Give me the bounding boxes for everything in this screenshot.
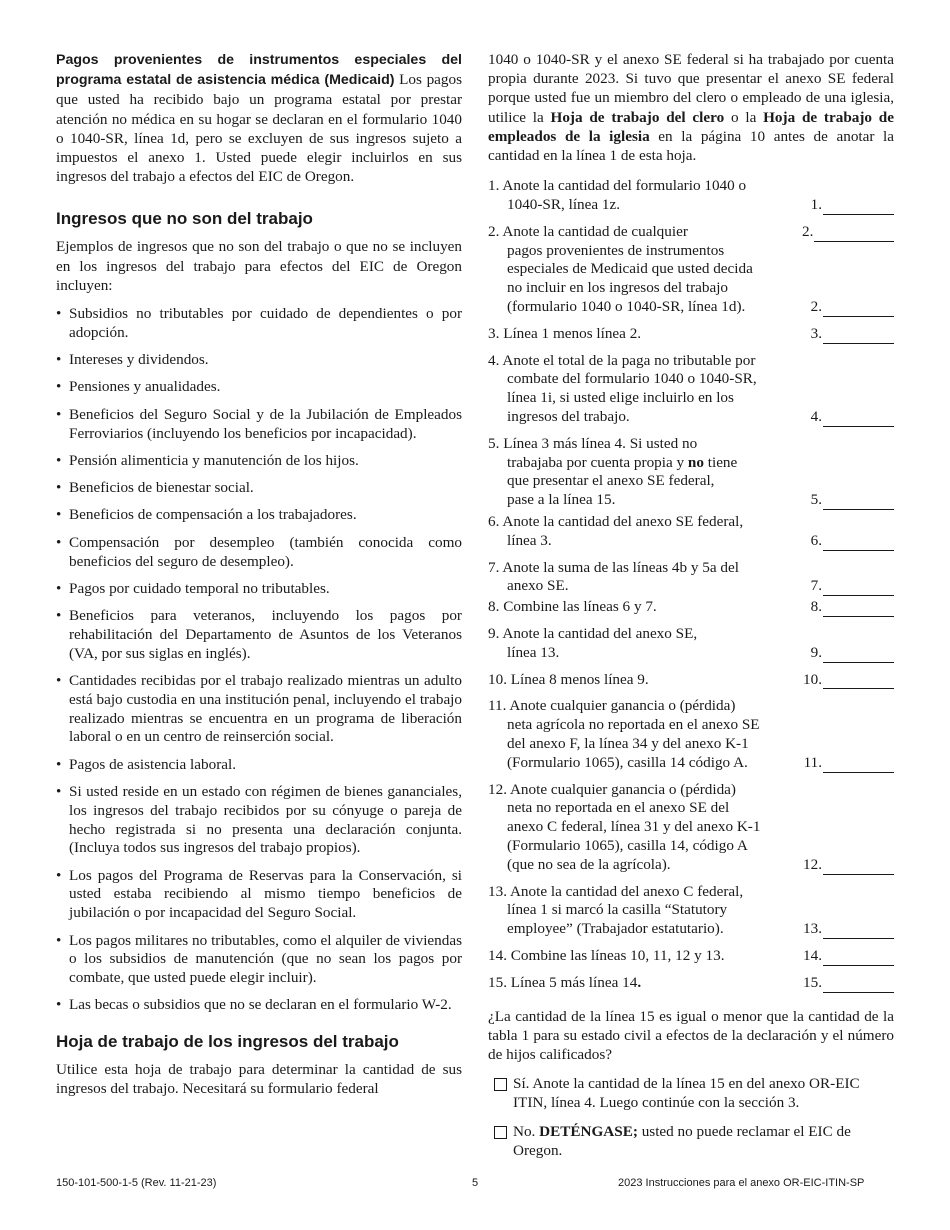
eligibility-question: ¿La cantidad de la línea 15 es igual o menor que la cantidad de la tabla 1 para su estado civil a efectos de la declaración y el número de hijos calificados?	[488, 1007, 894, 1063]
instructions-text-a: 1040 o 1040-SR y el anexo SE federal si ha trabajado por cuenta propia durante 2023. Si tuvo que presentar el anexo SE federal porque usted fue un miembro del clero o empleado de una iglesia, utilice la	[488, 51, 894, 126]
worksheet-amount-field[interactable]: 11.	[802, 754, 894, 773]
list-item: • Beneficios del Seguro Social y de la Jubilación de Empleados Ferroviarios (incluyendo los beneficios por incapacidad).	[56, 406, 462, 444]
worksheet-line-text: 10. Línea 8 menos línea 9.	[488, 670, 649, 688]
worksheet-line-3	[488, 325, 894, 344]
church-worksheet-ref: Hoja de trabajo de empleados de la iglesia	[488, 108, 894, 145]
worksheet-intro: Utilice esta hoja de trabajo para determinar la cantidad de sus ingresos del trabajo. Necesitará su formulario federal	[56, 1061, 462, 1098]
unearned-income-heading: Ingresos que no son del trabajo	[56, 209, 313, 229]
list-item: • Si usted reside en un estado con régimen de bienes gananciales, los ingresos del trabajo recibidos por su cónyuge o pareja de hecho registrada si no presenta una declaración conjunta. (Incluya todos sus ingresos del trabajo propios).	[56, 783, 462, 858]
worksheet-line-11	[488, 697, 894, 772]
instructions-text-c: o la	[724, 108, 764, 126]
clergy-worksheet-ref: Hoja de trabajo del clero	[550, 108, 725, 126]
worksheet-amount-field[interactable]: 12.	[802, 856, 894, 875]
worksheet-line-text: 8. Combine las líneas 6 y 7.	[488, 598, 657, 616]
medicaid-paragraph	[56, 50, 462, 186]
medicaid-text: Los pagos que usted ha recibido bajo un programa estatal por prestar atención no médica en su hogar se declaran en el formulario 1040 o 1040-SR, línea 1d, pero se excluyen de sus ingresos sujeto a impuestos el anexo 1. Usted puede elegir incluirlos en sus ingresos del trabajo a efectos del EIC de Oregon.	[56, 71, 462, 186]
worksheet-amount-field[interactable]: 6.	[802, 532, 894, 551]
list-item: • Cantidades recibidas por el trabajo realizado mientras un adulto está bajo custodia en una institución penal, incluyendo el trabajo realizado mientras se encuentra en un programa de liberación laboral o en un centro de reinserción social.	[56, 672, 462, 747]
worksheet-line-14	[488, 947, 894, 966]
worksheet-line-text: 13. Anote la cantidad del anexo C federal, línea 1 si marcó la casilla “Statutory employee” (Trabajador estatutario).	[488, 882, 744, 938]
instructions-text-d: en la página 10 antes de anotar la cantidad en la línea 1 de esta hoja.	[488, 127, 894, 165]
worksheet-line-text: 12. Anote cualquier ganancia o (pérdida) neta no reportada en el anexo SE del anexo C federal, línea 31 y del anexo K-1 (Formulario 1065), casilla 14, código A (que no sea de la agrícola).	[488, 780, 761, 873]
list-item: • Las becas o subsidios que no se declaran en el formulario W-2.	[56, 996, 462, 1015]
medicaid-heading: Pagos provenientes de instrumentos especiales del programa estatal de asistencia médica (Medicaid)	[56, 52, 462, 89]
worksheet-line-text: 4. Anote el total de la paga no tributable por combate del formulario 1040 o 1040-SR, línea 1i, si usted elige incluirlo en los ingresos del trabajo.	[488, 351, 757, 425]
worksheet-line-4	[488, 352, 894, 427]
list-item: • Pensiones y anualidades.	[56, 378, 462, 397]
worksheet-instructions	[488, 50, 894, 165]
worksheet-amount-field[interactable]: 9.	[802, 644, 894, 663]
list-item: • Pagos por cuidado temporal no tributables.	[56, 580, 462, 599]
worksheet-line-text: 5. Línea 3 más línea 4. Si usted no trabajaba por cuenta propia y no tiene que presentar el anexo SE federal, pase a la línea 15.	[488, 434, 738, 509]
yes-label: Sí. Anote la cantidad de la línea 15 en del anexo OR-EIC ITIN, línea 4. Luego continúe con la sección 3.	[513, 1075, 860, 1112]
worksheet-line-text: 7. Anote la suma de las líneas 4b y 5a del anexo SE.	[488, 558, 739, 595]
worksheet-line-10	[488, 671, 894, 690]
worksheet-amount-field[interactable]: 14.	[802, 947, 894, 966]
worksheet-amount-field[interactable]: 7.	[802, 577, 894, 596]
worksheet-amount-field[interactable]: 1.	[802, 196, 894, 215]
list-item: • Pensión alimenticia y manutención de los hijos.	[56, 452, 462, 471]
worksheet-amount-field[interactable]: 8.	[802, 598, 894, 617]
worksheet-line-1	[488, 177, 894, 215]
list-item: • Intereses y dividendos.	[56, 351, 462, 370]
worksheet-amount-field[interactable]: 3.	[802, 325, 894, 344]
worksheet-amount-field[interactable]: 13.	[802, 920, 894, 939]
page-number: 5	[472, 1177, 479, 1189]
worksheet-amount-field[interactable]: 4.	[802, 408, 894, 427]
worksheet-line-7	[488, 559, 894, 597]
worksheet-amount-field-top[interactable]: 2.	[802, 223, 894, 242]
worksheet-line-8	[488, 598, 894, 617]
worksheet-line-text: 14. Combine las líneas 10, 11, 12 y 13.	[488, 946, 725, 964]
worksheet-line-text: 11. Anote cualquier ganancia o (pérdida) neta agrícola no reportada en el anexo SE del anexo F, la línea 34 y del anexo K-1 (Formulario 1065), casilla 14 código A.	[488, 697, 760, 771]
option-yes	[488, 1074, 894, 1112]
worksheet-line-9	[488, 625, 894, 663]
worksheet-amount-field[interactable]: 10.	[802, 671, 894, 690]
document-title: 2023 Instrucciones para el anexo OR-EIC-ITIN-SP	[618, 1177, 865, 1189]
form-id: 150-101-500-1-5 (Rev. 11-21-23)	[56, 1177, 217, 1189]
list-item: • Pagos de asistencia laboral.	[56, 756, 462, 775]
option-no	[488, 1122, 894, 1160]
no-checkbox[interactable]	[494, 1126, 507, 1139]
yes-checkbox[interactable]	[494, 1078, 507, 1091]
worksheet-line-text: 1. Anote la cantidad del formulario 1040 o 1040-SR, línea 1z.	[488, 177, 747, 214]
list-item: • Beneficios de compensación a los trabajadores.	[56, 506, 462, 525]
left-column	[56, 50, 462, 1099]
worksheet-line-5	[488, 435, 894, 510]
worksheet-amount-field[interactable]: 5.	[802, 491, 894, 510]
worksheet-line-13	[488, 883, 894, 939]
list-item: • Los pagos militares no tributables, como el alquiler de viviendas o los subsidios de manutención (que no sean los pagos por combate, que usted puede elegir incluir).	[56, 932, 462, 988]
list-item: • Beneficios para veteranos, incluyendo los pagos por rehabilitación del Departamento de Asuntos de los Veteranos (VA, por sus siglas en inglés).	[56, 607, 462, 663]
right-column	[488, 50, 894, 1160]
list-item: • Beneficios de bienestar social.	[56, 479, 462, 498]
worksheet-lines	[488, 177, 894, 992]
list-item: • Los pagos del Programa de Reservas para la Conservación, si usted estaba recibiendo al mismo tiempo beneficios de jubilación o por incapacidad del Seguro Social.	[56, 867, 462, 923]
list-item: • Compensación por desempleo (también conocida como beneficios del seguro de desempleo).	[56, 534, 462, 572]
worksheet-line-text: 2. Anote la cantidad de cualquier pagos provenientes de instrumentos especiales de Medicaid que usted decida no incluir en los ingresos del trabajo (formulario 1040 o 1040-SR, línea 1d).	[488, 222, 753, 315]
worksheet-line-text: 6. Anote la cantidad del anexo SE federal, línea 3.	[488, 512, 744, 549]
worksheet-line-text: 15. Línea 5 más línea 14.	[488, 973, 642, 991]
worksheet-line-15	[488, 974, 894, 993]
worksheet-line-text: 3. Línea 1 menos línea 2.	[488, 324, 642, 342]
worksheet-amount-field[interactable]: 15.	[802, 974, 894, 993]
worksheet-line-text: 9. Anote la cantidad del anexo SE, línea 13.	[488, 624, 698, 661]
worksheet-amount-field[interactable]: 2.	[802, 298, 894, 317]
no-label: No. DETÉNGASE; usted no puede reclamar el EIC de Oregon.	[513, 1123, 851, 1160]
unearned-income-list	[56, 305, 462, 1015]
worksheet-line-6	[488, 513, 894, 551]
worksheet-heading: Hoja de trabajo de los ingresos del trabajo	[56, 1032, 399, 1052]
list-item: • Subsidios no tributables por cuidado de dependientes o por adopción.	[56, 305, 462, 343]
worksheet-line-2	[488, 223, 894, 317]
worksheet-line-12	[488, 781, 894, 875]
unearned-income-intro: Ejemplos de ingresos que no son del trabajo o que no se incluyen en los ingresos del trabajo para efectos del EIC de Oregon incluyen:	[56, 238, 462, 294]
